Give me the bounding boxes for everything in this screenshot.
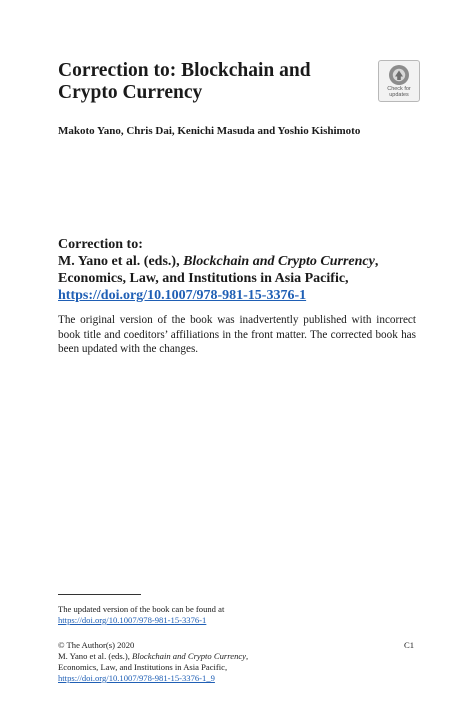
footnote-doi-link[interactable]: https://doi.org/10.1007/978-981-15-3376-1 (58, 615, 207, 625)
footnote (58, 604, 358, 626)
citation-suffix: , (374, 254, 379, 269)
copyright-notice: © The Author(s) 2020 (58, 640, 135, 650)
correction-citation-line (58, 253, 418, 270)
correction-citation (58, 236, 418, 304)
footer-citation-suffix: , (246, 651, 249, 661)
badge-label-2: updates (389, 92, 409, 98)
page-title: Correction to: Blockchain and Crypto Currency (58, 60, 311, 103)
citation-doi-link[interactable]: https://doi.org/10.1007/978-981-15-3376-1 (58, 288, 307, 303)
footer-citation-line (58, 651, 418, 662)
author-list: Makoto Yano, Chris Dai, Kenichi Masuda and Yoshio Kishimoto (58, 125, 361, 137)
footer-doi-link[interactable]: https://doi.org/10.1007/978-981-15-3376-1_9 (58, 673, 215, 683)
page-number: C1 (404, 640, 415, 650)
footnote-text: The updated version of the book can be found at (58, 604, 225, 614)
footer-book-title: Blockchain and Crypto Currency (132, 651, 247, 661)
citation-series: Economics, Law, and Institutions in Asia Pacific, (58, 271, 349, 286)
check-for-updates-badge[interactable] (378, 60, 420, 102)
check-for-updates-icon (388, 64, 410, 86)
correction-label: Correction to: (58, 237, 143, 252)
page-footer (58, 640, 418, 684)
citation-book-title: Blockchain and Crypto Currency (183, 254, 375, 269)
citation-prefix: M. Yano et al. (eds.), (58, 254, 184, 269)
footer-series: Economics, Law, and Institutions in Asia Pacific, (58, 662, 228, 672)
footnote-divider (58, 594, 141, 595)
badge-label-1: Check for (387, 86, 411, 92)
footer-citation-prefix: M. Yano et al. (eds.), (58, 651, 132, 661)
correction-body-text: The original version of the book was inadvertently published with incorrect book title and coeditors’ affiliations in the front matter. The corrected book has been updated with the changes. (58, 314, 416, 355)
